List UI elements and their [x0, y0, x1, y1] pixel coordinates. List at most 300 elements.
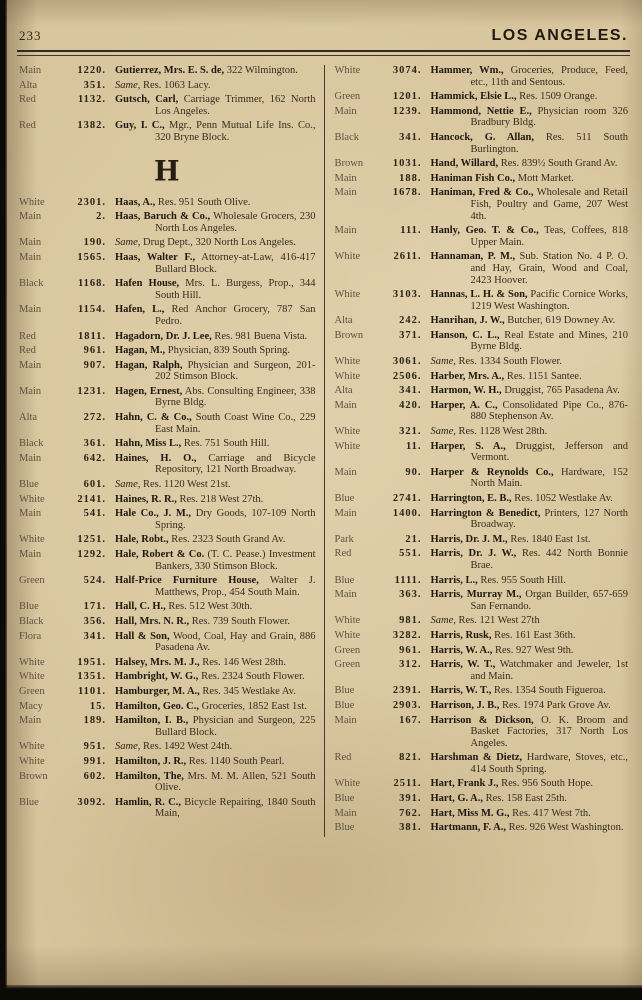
directory-entry [335, 575, 629, 587]
exchange-label: Blue [19, 796, 39, 808]
directory-entry [335, 467, 629, 490]
exchange-label: Main [19, 65, 42, 76]
entry-text: Hall, C. H., Res. 512 West 30th. [115, 601, 253, 613]
phone-number: 15. [89, 700, 106, 712]
phone-number: 341. [83, 630, 106, 642]
phone-number: 90. [405, 466, 422, 478]
exchange-label: Blue [334, 574, 355, 586]
subscriber-name: Harris, L., [430, 574, 478, 586]
subscriber-name: Hagan, Ralph, [115, 359, 183, 371]
entry-text: Harrington, E. B., Res. 1052 Westlake Av. [430, 493, 613, 504]
exchange-label: White [334, 289, 361, 301]
phone-number: 361. [83, 438, 106, 450]
subscriber-name: Hahn, C. & Co., [115, 412, 192, 424]
phone-number: 2506. [392, 370, 422, 382]
exchange-label: White [334, 251, 361, 263]
exchange-label: Blue [334, 699, 355, 711]
subscriber-name: Hammond, Nettie E., [430, 105, 532, 117]
subscriber-name: Harber, Mrs. A., [430, 370, 505, 382]
subscriber-name: Haas, Baruch & Co., [115, 211, 211, 223]
exchange-label: Green [334, 659, 361, 671]
exchange-label: Main [334, 225, 357, 237]
exchange-label: Main [334, 507, 357, 519]
exchange-label: Red [334, 752, 352, 764]
exchange-label: Main [19, 211, 42, 223]
phone-number: 189. [83, 715, 106, 727]
phone-number: 1231. [77, 385, 106, 397]
phone-number: 1201. [392, 91, 422, 103]
directory-entry [19, 715, 316, 738]
same-reference: Same, [115, 79, 141, 91]
exchange-label: White [19, 671, 45, 683]
phone-number: 1565. [77, 251, 106, 263]
subscriber-name: Hartmann, F. A., [430, 822, 506, 834]
entry-text: Hagadorn, Dr. J. Lee, Res. 981 Buena Vista. [115, 330, 308, 342]
directory-entry [335, 441, 629, 464]
subscriber-name: Haniman, Fred & Co., [430, 187, 534, 199]
subscriber-name: Hamburger, M. A., [115, 685, 200, 697]
exchange-label: Main [334, 187, 357, 199]
subscriber-name: Hale, Robert & Co. [115, 549, 205, 560]
subscriber-name: Guy, I. C., [115, 120, 165, 132]
subscriber-name: Halsey, Mrs. M. J., [115, 656, 200, 668]
subscriber-name: Harper, A. C., [430, 399, 498, 411]
subscriber-name: Hale Co., J. M., [115, 508, 192, 520]
entry-text: Harris, Murray M., Organ Builder, 657-659 San Fernando. [430, 589, 628, 612]
directory-entry [19, 741, 316, 753]
phone-number: 3103. [392, 289, 422, 301]
directory-entry [19, 80, 316, 92]
directory-columns [17, 65, 630, 837]
exchange-label: Green [19, 575, 45, 587]
subscriber-name: Haas, A., [115, 196, 156, 208]
exchange-label: Red [19, 94, 36, 106]
subscriber-name: Hanly, Geo. T. & Co., [430, 225, 539, 237]
phone-number: 356. [83, 615, 106, 627]
directory-entry [19, 453, 316, 476]
subscriber-name: Hall & Son, [115, 630, 170, 642]
entry-text: Harris, W. T., Res. 1354 South Figueroa. [430, 685, 606, 697]
entry-text: Hanson, C. L., Real Estate and Mines, 210 Byrne Bldg. [430, 329, 628, 353]
entry-text: Haines, H. O., Carriage and Bicycle Repository, 121 North Broadway. [115, 452, 316, 476]
entry-text: Harper & Reynolds Co., Hardware, 152 North Main. [430, 466, 629, 490]
directory-entry [19, 120, 316, 143]
exchange-label: White [334, 778, 361, 790]
phone-number: 371. [399, 329, 422, 341]
entry-text: Haas, A., Res. 951 South Olive. [115, 196, 251, 208]
entry-text: Gutsch, Carl, Carriage Trimmer, 162 North Los Angeles. [115, 94, 316, 117]
same-reference: Same, [430, 615, 456, 627]
entry-text: Hanly, Geo. T. & Co., Teas, Coffees, 818 Upper Main. [430, 225, 628, 248]
subscriber-name: Hanson, C. L., [430, 329, 500, 341]
directory-entry [335, 371, 629, 383]
exchange-label: Alta [19, 412, 38, 424]
entry-text: Hall & Son, Wood, Coal, Hay and Grain, 886 Pasadena Av. [115, 630, 316, 654]
directory-entry [19, 65, 316, 77]
phone-number: 341. [399, 385, 422, 397]
entry-text: Hammer, Wm., Groceries, Produce, Feed, etc., 11th and Sentous. [430, 65, 628, 88]
directory-entry [19, 331, 316, 343]
exchange-label: Alta [334, 315, 353, 327]
directory-entry [19, 360, 316, 383]
exchange-label: Main [19, 452, 42, 464]
directory-entry [19, 252, 316, 275]
entry-text: Same, Res. 1128 West 28th. [430, 426, 548, 438]
directory-entry [19, 657, 316, 669]
directory-entry [335, 793, 629, 805]
phone-number: 2301. [77, 196, 106, 208]
exchange-label: Main [19, 359, 42, 371]
entry-text: Harris, W. A., Res. 927 West 9th. [430, 644, 574, 656]
directory-entry [19, 575, 316, 598]
directory-entry [335, 589, 629, 612]
exchange-label: Main [334, 589, 357, 601]
subscriber-name: Gutierrez, Mrs. E. S. de, [115, 65, 225, 76]
exchange-label: Blue [19, 601, 39, 613]
subscriber-name: Hand, Willard, [430, 158, 499, 170]
header-rule [17, 50, 630, 56]
exchange-label: White [334, 65, 361, 76]
subscriber-name: Half-Price Furniture House, [115, 575, 259, 587]
exchange-label: Alta [19, 79, 38, 91]
exchange-label: Brown [334, 158, 364, 170]
exchange-label: White [334, 440, 361, 452]
directory-entry [335, 251, 629, 286]
entry-text: Haniman Fish Co., Mott Market. [430, 172, 574, 184]
exchange-label: Black [19, 615, 44, 627]
exchange-label: Alta [334, 385, 353, 397]
subscriber-name: Hafen House, [115, 278, 180, 290]
entry-text: Harrison, J. B., Res. 1974 Park Grove Av. [430, 699, 611, 711]
exchange-label: Main [334, 399, 357, 411]
subscriber-name: Harper & Reynolds Co., [430, 466, 554, 478]
book-spine-edge [0, 0, 7, 1000]
entry-text: Hambright, W. G., Res. 2324 South Flower. [115, 671, 305, 683]
phone-number: 762. [399, 807, 422, 819]
subscriber-name: Hagen, Ernest, [115, 385, 183, 397]
subscriber-name: Haines, H. O., [115, 452, 197, 464]
directory-entry [335, 356, 629, 368]
directory-entry [335, 330, 629, 353]
phone-number: 1220. [77, 65, 106, 76]
directory-entry [335, 65, 629, 88]
phone-number: 642. [83, 452, 106, 464]
phone-number: 2611. [393, 251, 422, 263]
entry-text: Harris, W. T., Watchmaker and Jeweler, 1st and Main. [430, 659, 628, 682]
subscriber-name: Gutsch, Carl, [115, 94, 179, 106]
entry-text: Hale, Robert & Co. (T. C. Pease.) Investment Bankers, 330 Stimson Block. [115, 549, 316, 572]
entry-text: Same, Res. 1063 Lacy. [115, 79, 211, 91]
subscriber-name: Hall, Mrs. N. R., [115, 615, 190, 627]
phone-number: 524. [83, 575, 106, 587]
phone-number: 1101. [77, 685, 106, 697]
phone-number: 171. [83, 601, 106, 613]
subscriber-name: Hale, Robt., [115, 534, 169, 546]
subscriber-name: Harris, Dr. J. W., [430, 548, 517, 560]
subscriber-name: Hagadorn, Dr. J. Lee, [115, 330, 212, 342]
left-column-top-entries [19, 65, 316, 144]
same-reference: Same, [430, 426, 456, 438]
exchange-label: Blue [334, 822, 355, 834]
phone-number: 1951. [77, 656, 106, 668]
subscriber-name: Harris, W. A., [430, 644, 493, 656]
exchange-label: Main [334, 172, 357, 184]
phone-number: 1132. [77, 94, 106, 106]
entry-text: Harmon, W. H., Druggist, 765 Pasadena Av. [430, 385, 620, 397]
entry-text: Guy, I. C., Mgr., Penn Mutual Life Ins. Co., 320 Bryne Block. [115, 120, 316, 143]
phone-number: 242. [399, 315, 422, 327]
entry-text: Hale, Robt., Res. 2323 South Grand Av. [115, 534, 286, 546]
phone-number: 601. [83, 479, 106, 491]
right-column-entries [335, 65, 629, 834]
entry-text: Harris, L., Res. 955 South Hill. [430, 574, 566, 586]
exchange-label: White [19, 534, 45, 546]
subscriber-name: Hamilton, Geo. C., [115, 700, 199, 712]
entry-text: Same, Res. 1120 West 21st. [115, 479, 231, 491]
page-bottom-edge [0, 985, 642, 1000]
entry-text: Hagan, M., Physician, 839 South Spring. [115, 345, 291, 357]
exchange-label: White [334, 426, 361, 438]
phone-number: 961. [83, 345, 106, 357]
phone-number: 2903. [392, 699, 422, 711]
phone-number: 907. [83, 359, 106, 371]
directory-entry [335, 173, 629, 185]
phone-number: 1111. [394, 574, 422, 586]
entry-text: Hagen, Ernest, Abs. Consulting Engineer, 338 Byrne Bldg. [115, 385, 316, 409]
subscriber-name: Hall, C. H., [115, 601, 166, 613]
entry-text: Haas, Walter F., Attorney-at-Law, 416-417 Bullard Block. [115, 251, 316, 275]
phone-number: 1400. [392, 507, 422, 519]
exchange-label: Main [334, 714, 357, 726]
entry-text: Hahn, Miss L., Res. 751 South Hill. [115, 438, 270, 450]
directory-entry [335, 548, 629, 571]
entry-text: Same, Res. 1334 South Flower. [430, 356, 563, 368]
exchange-label: Green [334, 644, 361, 656]
left-column-bottom-entries [19, 197, 316, 820]
entry-text: Harris, Rusk, Res. 161 East 36th. [430, 629, 576, 641]
entry-text: Harshman & Dietz, Hardware, Stoves, etc., 414 South Spring. [430, 752, 629, 775]
entry-text: Harris, Dr. J. M., Res. 1840 East 1st. [430, 533, 591, 545]
directory-entry [335, 106, 629, 129]
exchange-label: Blue [334, 493, 355, 504]
exchange-label: Main [19, 251, 42, 263]
subscriber-name: Hamilton, I. B., [115, 715, 189, 727]
phone-number: 1251. [77, 534, 106, 546]
phone-number: 2391. [392, 685, 422, 697]
directory-entry [19, 278, 316, 301]
directory-entry [19, 549, 316, 572]
phone-number: 381. [399, 822, 422, 834]
directory-entry [335, 715, 629, 750]
directory-entry [335, 225, 629, 248]
exchange-label: Main [334, 466, 357, 478]
page-content [17, 27, 630, 837]
exchange-label: White [19, 656, 45, 668]
directory-entry [19, 756, 316, 768]
exchange-label: White [19, 196, 45, 208]
directory-entry [335, 659, 629, 682]
phone-number: 351. [83, 79, 106, 91]
phone-number: 321. [399, 426, 422, 438]
directory-entry [19, 412, 316, 435]
subscriber-name: Harris, Rusk, [430, 629, 492, 641]
subscriber-name: Harrington, E. B., [430, 493, 512, 504]
entry-text: Hafen House, Mrs. L. Burgess, Prop., 344 South Hill. [115, 278, 316, 301]
phone-number: 541. [83, 508, 106, 520]
entry-text: Same, Res. 121 West 27th [430, 615, 540, 627]
entry-text: Hancock, G. Allan, Res. 511 South Burlington. [430, 131, 628, 155]
page-title: LOS ANGELES. [491, 27, 628, 44]
subscriber-name: Harris, Dr. J. M., [430, 533, 508, 545]
phone-number: 420. [399, 399, 422, 411]
phone-number: 1031. [392, 158, 422, 170]
exchange-label: Blue [334, 685, 355, 697]
exchange-label: Park [334, 533, 354, 545]
directory-entry [335, 752, 629, 775]
entry-text: Hall, Mrs. N. R., Res. 739 South Flower. [115, 615, 291, 627]
exchange-label: Brown [334, 329, 364, 341]
phone-number: 391. [399, 793, 422, 805]
entry-text: Haniman, Fred & Co., Wholesale and Retail Fish, Poultry and Game, 207 West 4th. [430, 187, 628, 222]
exchange-label: Green [19, 685, 45, 697]
entry-text: Hamilton, Geo. C., Groceries, 1852 East 1st. [115, 700, 307, 712]
entry-text: Hagan, Ralph, Physician and Surgeon, 201-202 Stimson Block. [115, 359, 316, 383]
directory-entry [335, 685, 629, 697]
subscriber-name: Hanrihan, J. W., [430, 315, 505, 327]
entry-text: Hamburger, M. A., Res. 345 Westlake Av. [115, 685, 296, 697]
entry-text: Same, Drug Dept., 320 North Los Angeles. [115, 237, 296, 249]
directory-entry [19, 438, 316, 450]
directory-entry [19, 701, 316, 713]
exchange-label: Blue [19, 479, 39, 491]
entry-text: Hartmann, F. A., Res. 926 West Washington. [430, 822, 624, 834]
phone-number: 1168. [77, 278, 106, 290]
subscriber-name: Hancock, G. Allan, [430, 131, 534, 143]
directory-entry [335, 615, 629, 627]
exchange-label: Main [19, 304, 42, 316]
directory-entry [335, 822, 629, 834]
entry-text: Harris, Dr. J. W., Res. 442 North Bonnie Brae. [430, 548, 629, 571]
exchange-label: Green [334, 91, 361, 103]
entry-text: Hanrihan, J. W., Butcher, 619 Downey Av. [430, 315, 616, 327]
entry-text: Harper, A. C., Consolidated Pipe Co., 876-880 Stephenson Av. [430, 399, 628, 423]
directory-entry [335, 400, 629, 423]
exchange-label: Main [19, 715, 42, 727]
phone-number: 11. [405, 440, 422, 452]
section-heading-h: H [153, 154, 181, 188]
entry-text: Harrington & Benedict, Printers, 127 North Broadway. [430, 507, 628, 531]
phone-number: 961. [399, 644, 422, 656]
phone-number: 111. [400, 225, 422, 237]
entry-text: Hamlin, R. C., Bicycle Repairing, 1840 South Main, [115, 796, 316, 820]
left-column [17, 65, 324, 837]
subscriber-name: Hahn, Miss L., [115, 438, 182, 450]
directory-entry [19, 304, 316, 327]
subscriber-name: Hannaman, P. M., [430, 251, 516, 263]
entry-text: Harper, S. A., Druggist, Jefferson and Vermont. [430, 440, 628, 464]
phone-number: 1239. [392, 105, 422, 117]
right-column [324, 65, 631, 837]
phone-number: 821. [399, 752, 422, 764]
exchange-label: Black [19, 278, 44, 290]
phone-number: 2141. [77, 493, 106, 505]
subscriber-name: Harris, Murray M., [430, 589, 522, 601]
phone-number: 3282. [392, 629, 422, 641]
directory-entry [335, 508, 629, 531]
exchange-label: Red [19, 345, 36, 357]
entry-text: Hannaman, P. M., Sub. Station No. 4 P. O. and Hay, Grain, Wood and Coal, 2423 Hoover. [430, 251, 628, 286]
directory-entry [335, 289, 629, 312]
directory-entry [335, 700, 629, 712]
entry-text: Hale Co., J. M., Dry Goods, 107-109 North Spring. [115, 508, 316, 531]
directory-entry [335, 493, 629, 505]
subscriber-name: Hart, Frank J., [430, 778, 499, 790]
exchange-label: Black [334, 131, 359, 143]
entry-text: Harrison & Dickson, O. K. Broom and Basket Factories, 317 North Los Angeles. [430, 714, 628, 749]
exchange-label: Main [19, 237, 42, 249]
phone-number: 991. [83, 755, 106, 767]
entry-text: Same, Res. 1492 West 24th. [115, 741, 233, 753]
entry-text: Gutierrez, Mrs. E. S. de, 322 Wilmington. [115, 65, 298, 76]
directory-entry [19, 616, 316, 628]
entry-text: Hamilton, I. B., Physician and Surgeon, 225 Bullard Block. [115, 715, 316, 738]
entry-text: Hart, Frank J., Res. 956 South Hope. [430, 778, 593, 790]
phone-number: 551. [399, 548, 422, 560]
phone-number: 190. [83, 237, 106, 249]
entry-text: Hammond, Nettie E., Physician room 326 Bradbury Bldg. [430, 105, 628, 129]
subscriber-name: Hamilton, J. R., [115, 755, 187, 767]
subscriber-name: Hamilton, The, [115, 770, 184, 782]
entry-text: Hannas, L. H. & Son, Pacific Cornice Works, 1219 West Washington. [430, 289, 628, 312]
directory-entry [335, 426, 629, 438]
entry-text: Halsey, Mrs. M. J., Res. 146 West 28th. [115, 656, 287, 668]
entry-text: Half-Price Furniture House, Walter J. Matthews, Prop., 454 South Main. [115, 575, 316, 598]
phone-number: 341. [399, 131, 422, 143]
phone-number: 2511. [393, 778, 422, 790]
subscriber-name: Hammick, Elsie L., [430, 91, 517, 103]
subscriber-name: Harmon, W. H., [430, 385, 502, 397]
exchange-label: Main [19, 549, 42, 560]
subscriber-name: Harrison, J. B., [430, 699, 500, 711]
entry-text: Hamilton, J. R., Res. 1140 South Pearl. [115, 755, 285, 767]
phone-number: 188. [399, 172, 422, 184]
subscriber-name: Harris, W. T., [430, 685, 492, 697]
exchange-label: Main [19, 508, 42, 520]
entry-text: Hammick, Elsie L., Res. 1509 Orange. [430, 91, 598, 103]
phone-number: 951. [83, 741, 106, 753]
phone-number: 1811. [77, 330, 106, 342]
subscriber-name: Harshman & Dietz, [430, 752, 523, 764]
exchange-label: White [334, 615, 361, 627]
subscriber-name: Haines, R. R., [115, 493, 177, 505]
directory-entry [335, 315, 629, 327]
subscriber-name: Hannas, L. H. & Son, [430, 289, 528, 301]
directory-entry [19, 211, 316, 234]
entry-text: Hafen, L., Red Anchor Grocery, 787 San Pedro. [115, 304, 316, 327]
phone-number: 167. [399, 714, 422, 726]
directory-entry [335, 534, 629, 546]
phone-number: 2741. [392, 493, 422, 504]
same-reference: Same, [115, 237, 141, 249]
entry-text: Haas, Baruch & Co., Wholesale Grocers, 230 North Los Angeles. [115, 211, 316, 234]
same-reference: Same, [115, 479, 141, 491]
exchange-label: Flora [19, 630, 42, 642]
phone-number: 363. [399, 589, 422, 601]
subscriber-name: Hafen, L., [115, 304, 165, 316]
phone-number: 981. [399, 615, 422, 627]
phone-number: 1678. [392, 187, 422, 199]
page-number: 233 [19, 28, 42, 43]
